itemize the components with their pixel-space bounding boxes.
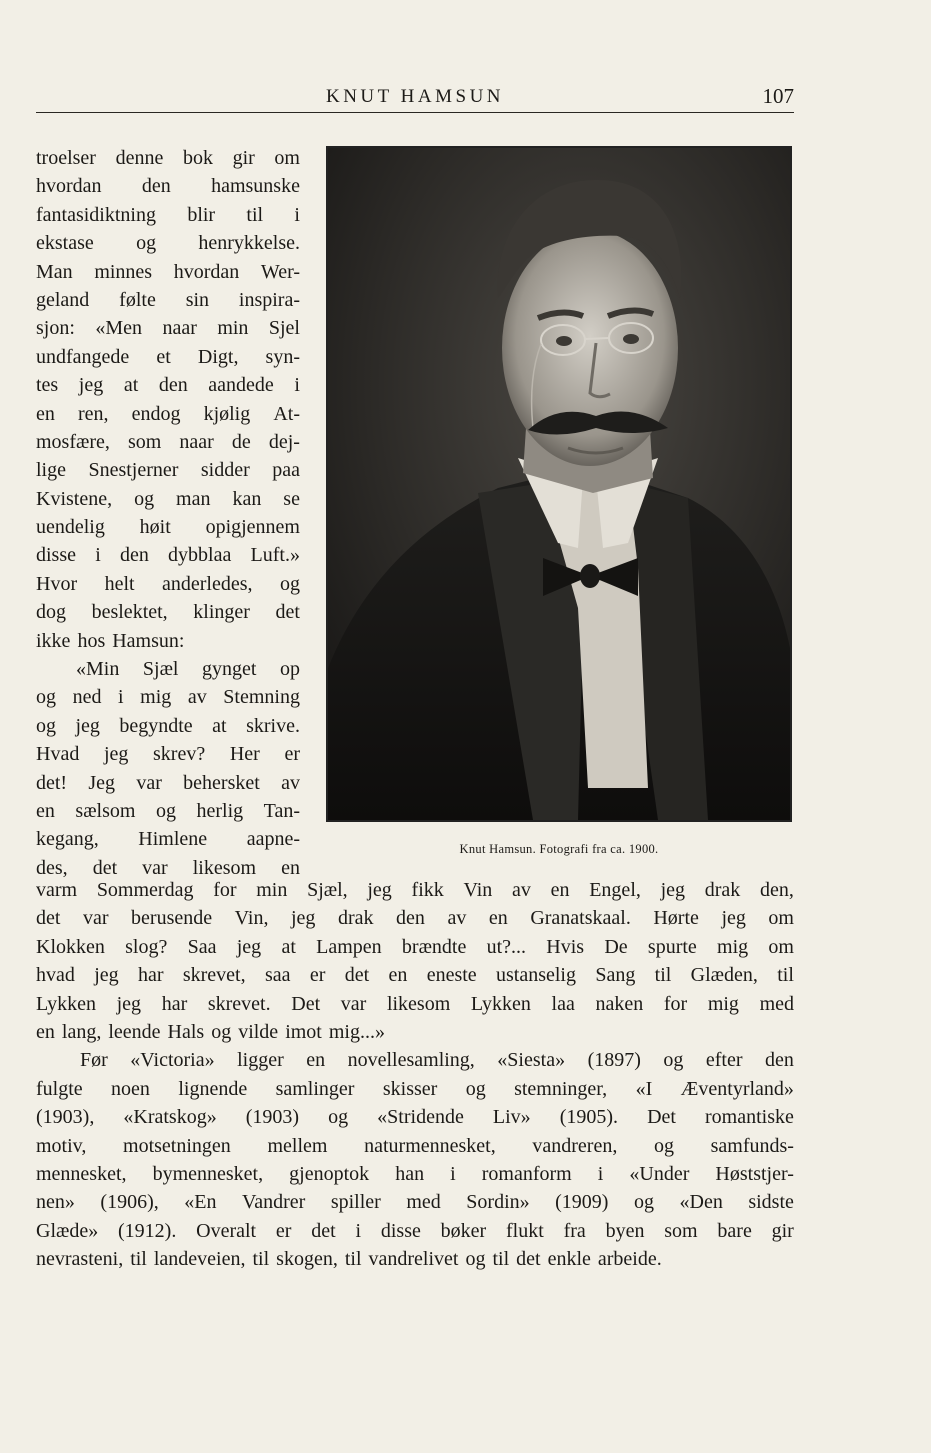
text-line: nen» (1906), «En Vandrer spiller med Sordin» (1909) og «Den sidste: [36, 1191, 794, 1214]
text-line: det var berusende Vin, jeg drak den av en Granatskaal. Hørte jeg om: [36, 907, 794, 930]
text-line: ekstase og henrykkelse.: [36, 232, 300, 255]
text-line: nevrasteni, til landeveien, til skogen, til vandrelivet og til det enkle arbeide.: [36, 1248, 662, 1271]
text-line: tes jeg at den aandede i: [36, 374, 300, 397]
text-line: Klokken slog? Saa jeg at Lampen brændte ut?... Hvis De spurte mig om: [36, 935, 794, 958]
text-line: en sælsom og herlig Tan-: [36, 799, 300, 822]
text-line: varm Sommerdag for min Sjæl, jeg fikk Vin av en Engel, jeg drak den,: [36, 879, 794, 901]
text-line: (1903), «Kratskog» (1903) og «Stridende Liv» (1905). Det romantiske: [36, 1106, 794, 1129]
text-line: dog beslektet, klinger det: [36, 601, 300, 624]
text-line: Før «Victoria» ligger en novellesamling, «Siesta» (1897) og efter den: [80, 1049, 794, 1072]
text-line: geland følte sin inspira-: [36, 288, 300, 311]
text-line: Lykken jeg har skrevet. Det var likesom Lykken laa naken for mig med: [36, 992, 794, 1015]
text-line: og ned i mig av Stemning: [36, 686, 300, 709]
text-line: lige Snestjerner sidder paa: [36, 459, 300, 482]
text-line: troelser denne bok gir om: [36, 147, 300, 169]
text-line: en lang, leende Hals og vilde imot mig...»: [36, 1020, 385, 1043]
text-line: sjon: «Men naar min Sjel: [36, 317, 300, 340]
text-line: «Min Sjæl gynget op: [76, 658, 300, 681]
page-header: [36, 84, 794, 113]
page-number: 107: [762, 84, 794, 108]
text-line: Kvistene, og man kan se: [36, 487, 300, 510]
text-line: det! Jeg var behersket av: [36, 771, 300, 794]
text-line: hvordan den hamsunske: [36, 175, 300, 198]
body-text: [36, 876, 794, 1273]
text-line: uendelig høit opigjennem: [36, 516, 300, 539]
text-line: Hvor helt anderledes, og: [36, 572, 300, 595]
text-line: mennesket, bymennesket, gjenoptok han i romanform i «Under Høststjer-: [36, 1162, 794, 1185]
text-line: en ren, endog kjølig At-: [36, 402, 300, 425]
column-text: [36, 144, 300, 882]
text-line: des, det var likesom en: [36, 856, 300, 879]
text-line: kegang, Himlene aapne-: [36, 828, 300, 851]
text-line: ikke hos Hamsun:: [36, 629, 185, 652]
photo-caption: Knut Hamsun. Fotografi fra ca. 1900.: [459, 842, 659, 856]
portrait-photo: [326, 146, 792, 822]
text-line: disse i den dybblaa Luft.»: [36, 544, 300, 567]
text-line: mosfære, som naar de dej-: [36, 430, 300, 453]
text-line: motiv, motsetningen mellem naturmennesket, vandreren, og samfunds-: [36, 1134, 794, 1157]
text-line: undfangede et Digt, syn-: [36, 345, 300, 368]
text-line: og jeg begyndte at skrive.: [36, 714, 300, 737]
text-line: Man minnes hvordan Wer-: [36, 260, 300, 283]
text-line: fulgte noen lignende samlinger skisser og stemninger, «I Æventyrland»: [36, 1077, 794, 1100]
text-line: hvad jeg har skrevet, saa er det en eneste ustanselig Sang til Glæden, til: [36, 964, 794, 987]
portrait-illustration: [328, 148, 790, 820]
running-title: KNUT HAMSUN: [325, 86, 505, 107]
text-line: Hvad jeg skrev? Her er: [36, 743, 300, 766]
text-line: fantasidiktning blir til i: [36, 203, 300, 226]
text-line: Glæde» (1912). Overalt er det i disse bøker flukt fra byen som bare gir: [36, 1219, 794, 1242]
